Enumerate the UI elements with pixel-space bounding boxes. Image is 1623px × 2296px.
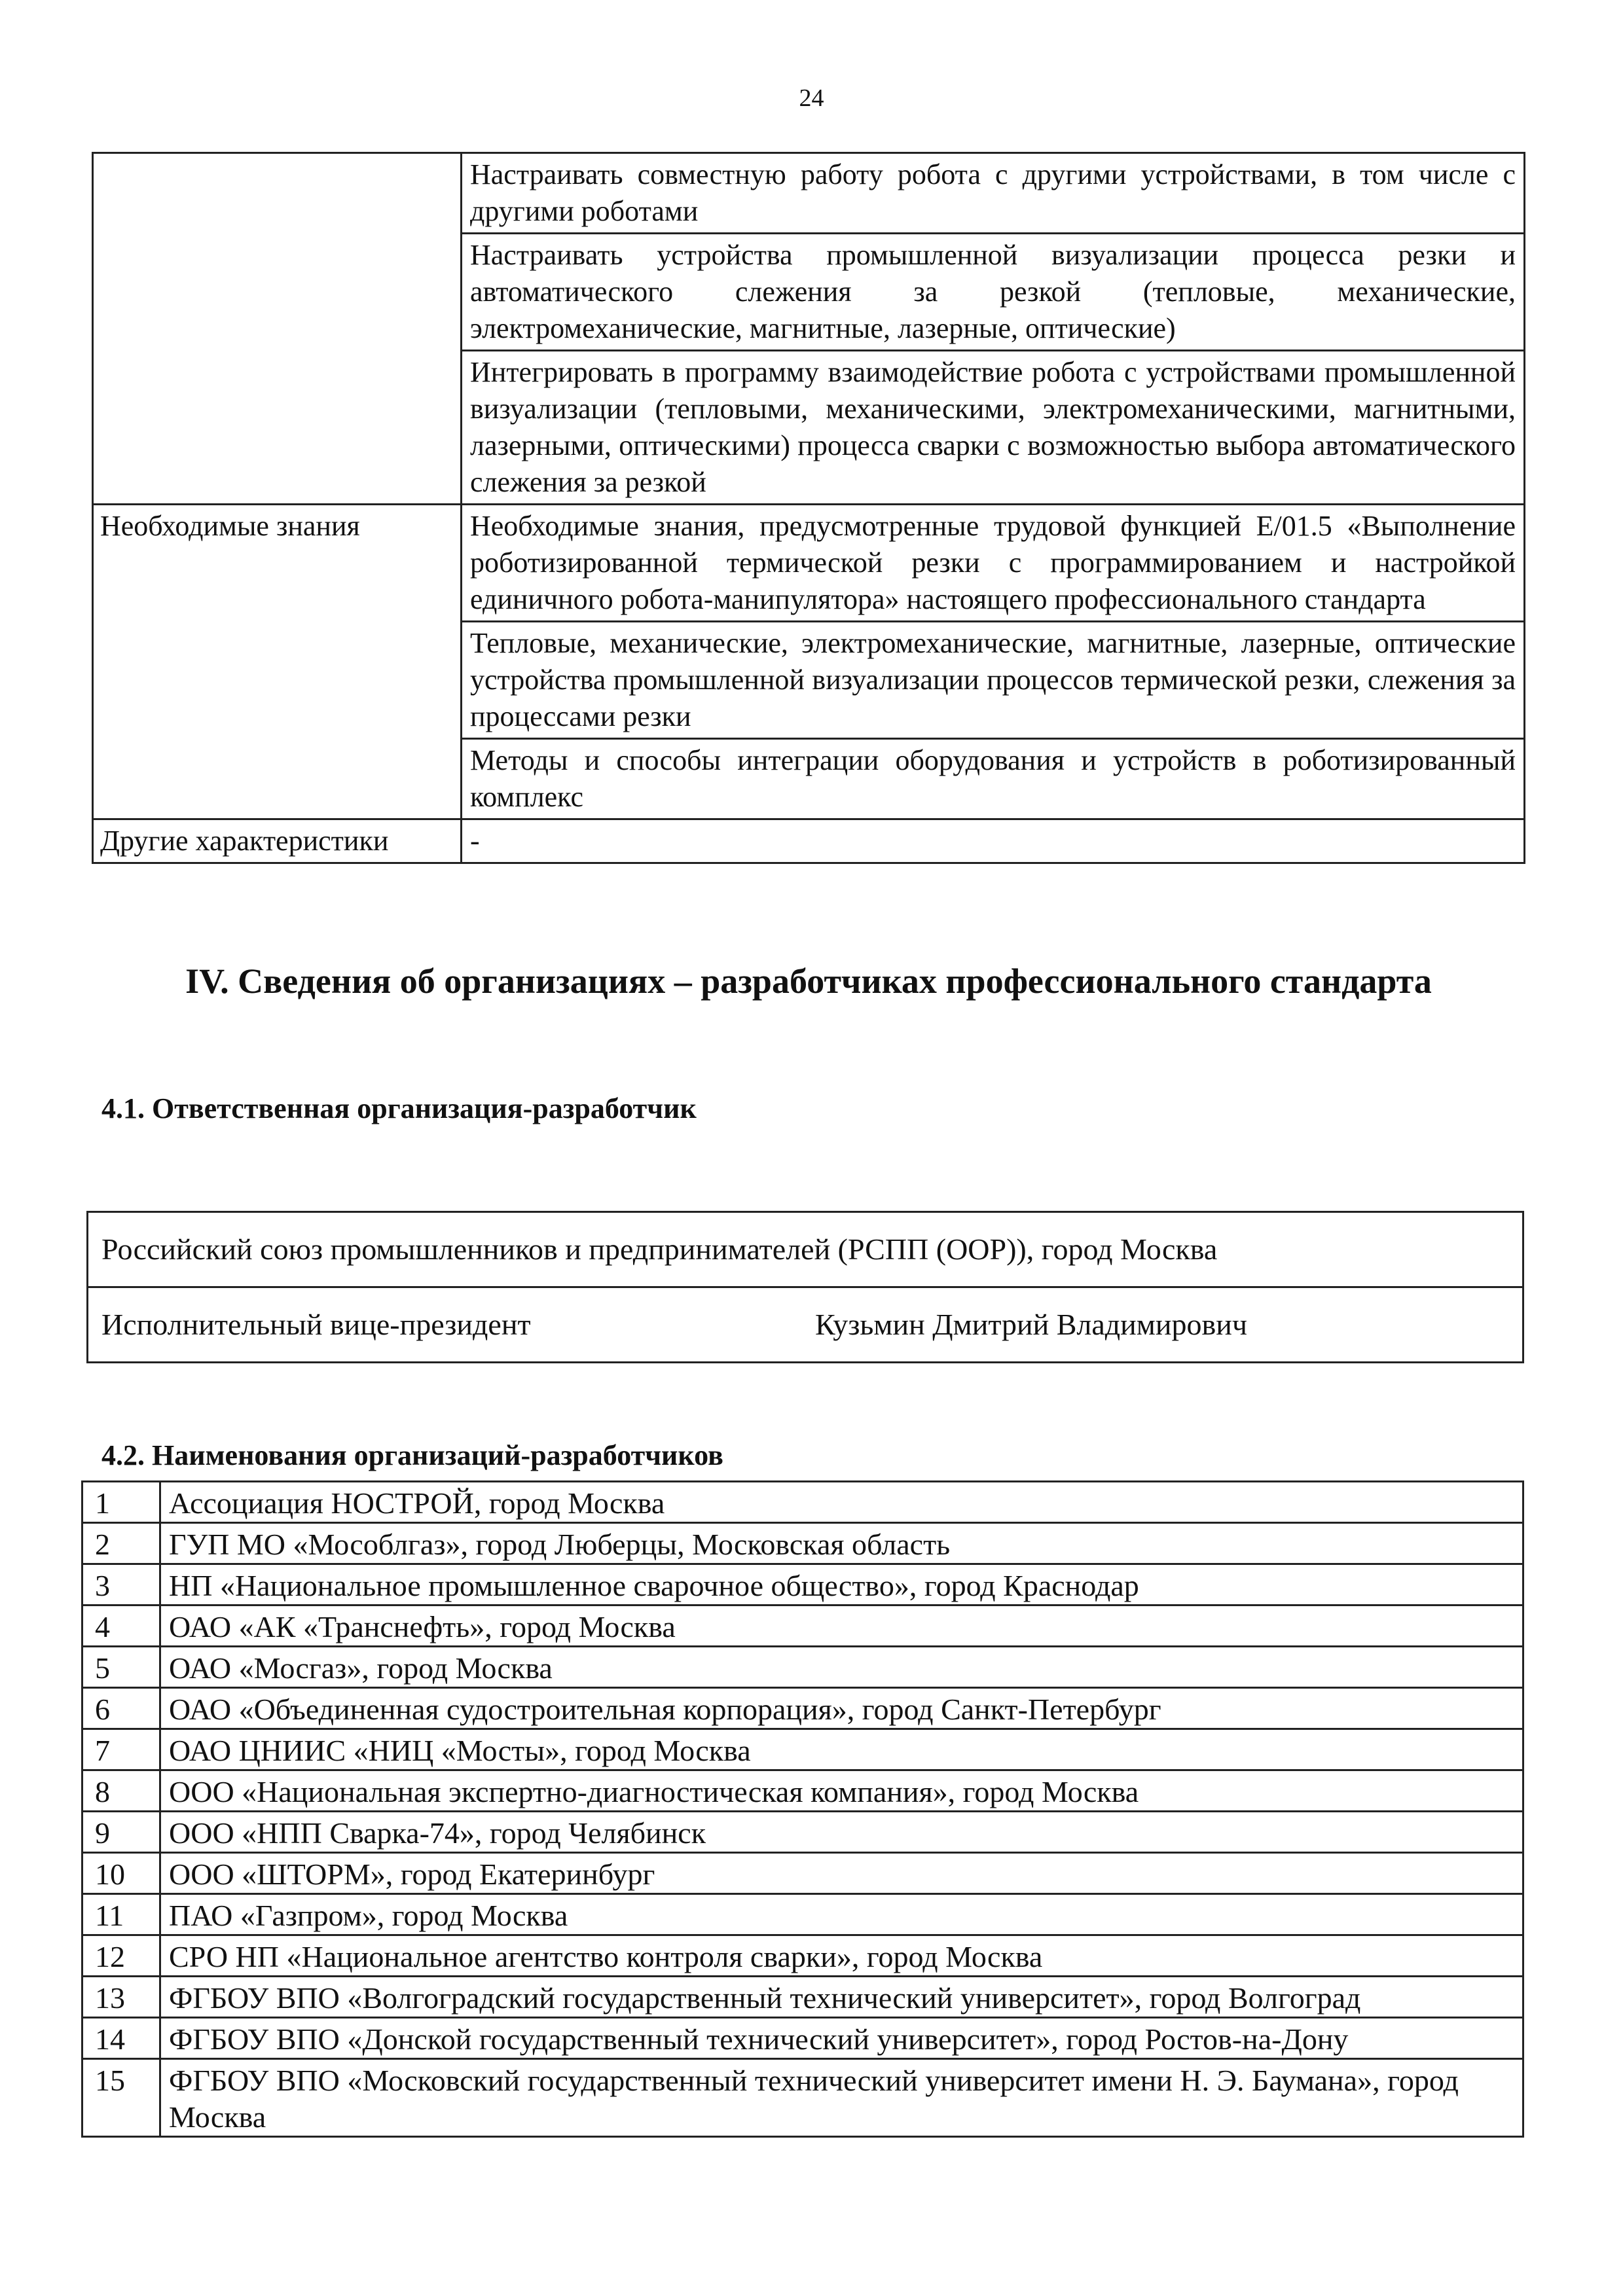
table-row	[82, 2059, 1523, 2137]
table-cell: Настраивать совместную работу робота с другими устройствами, в том числе с другими роботами	[462, 153, 1525, 234]
table-row	[82, 1729, 1523, 1770]
developers-heading: 4.2. Наименования организаций-разработчиков	[101, 1439, 723, 1471]
table-row	[82, 1894, 1523, 1935]
table-row	[93, 819, 1525, 863]
organization-name: ООО «Национальная экспертно-диагностическая компания», город Москва	[160, 1770, 1523, 1812]
org-name: Российский союз промышленников и предпринимателей (РСПП (ООР)), город Москва	[88, 1212, 1523, 1287]
organization-name: ООО «НПП Сварка-74», город Челябинск	[160, 1812, 1523, 1853]
organization-name: ФГБОУ ВПО «Донской государственный технический университет», город Ростов-на-Дону	[160, 2018, 1523, 2059]
table-row	[88, 1212, 1523, 1287]
row-number: 6	[82, 1688, 160, 1729]
row-number: 12	[82, 1935, 160, 1977]
page-number: 24	[799, 84, 824, 112]
section-title: IV. Сведения об организациях – разработчиках профессионального стандарта	[185, 961, 1432, 1001]
row-number: 1	[82, 1482, 160, 1523]
row-number: 4	[82, 1605, 160, 1647]
row-number: 15	[82, 2059, 160, 2137]
row-number: 5	[82, 1647, 160, 1688]
table-row	[82, 1812, 1523, 1853]
table-row	[93, 153, 1525, 234]
organization-name: ГУП МО «Мособлгаз», город Люберцы, Московская область	[160, 1523, 1523, 1564]
table-row	[82, 1977, 1523, 2018]
signatory-name: Кузьмин Дмитрий Владимирович	[815, 1308, 1247, 1341]
responsible-org-table	[86, 1211, 1524, 1363]
row-number: 8	[82, 1770, 160, 1812]
row-number: 2	[82, 1523, 160, 1564]
table-row	[82, 1647, 1523, 1688]
table-row	[82, 1770, 1523, 1812]
developers-table	[81, 1480, 1524, 2138]
responsible-heading: 4.1. Ответственная организация-разработчик	[101, 1092, 697, 1124]
organization-name: ФГБОУ ВПО «Московский государственный технический университет имени Н. Э. Баумана», город Москва	[160, 2059, 1523, 2137]
table-row	[82, 2018, 1523, 2059]
row-number: 7	[82, 1729, 160, 1770]
table-row	[82, 1935, 1523, 1977]
row-number: 13	[82, 1977, 160, 2018]
organization-name: ОАО ЦНИИС «НИЦ «Мосты», город Москва	[160, 1729, 1523, 1770]
table-row	[82, 1523, 1523, 1564]
signatory-cell	[88, 1287, 1523, 1363]
table-cell: Методы и способы интеграции оборудования и устройств в роботизированный комплекс	[462, 739, 1525, 819]
table-row	[82, 1688, 1523, 1729]
table-row	[82, 1564, 1523, 1605]
row-label	[93, 153, 462, 505]
signatory-role: Исполнительный вице-президент	[101, 1308, 531, 1341]
organization-name: ПАО «Газпром», город Москва	[160, 1894, 1523, 1935]
organization-name: СРО НП «Национальное агентство контроля сварки», город Москва	[160, 1935, 1523, 1977]
organization-name: НП «Национальное промышленное сварочное общество», город Краснодар	[160, 1564, 1523, 1605]
organization-name: ОАО «Объединенная судостроительная корпорация», город Санкт-Петербург	[160, 1688, 1523, 1729]
row-number: 10	[82, 1853, 160, 1894]
table-cell: -	[462, 819, 1525, 863]
organization-name: ОАО «АК «Транснефть», город Москва	[160, 1605, 1523, 1647]
row-number: 14	[82, 2018, 160, 2059]
row-number: 9	[82, 1812, 160, 1853]
table-cell: Необходимые знания, предусмотренные трудовой функцией E/01.5 «Выполнение роботизированной термической резки с программированием и настройкой единичного робота-манипулятора» настоящего профессионального стандарта	[462, 505, 1525, 622]
organization-name: Ассоциация НОСТРОЙ, город Москва	[160, 1482, 1523, 1523]
table-row	[82, 1482, 1523, 1523]
table-cell: Настраивать устройства промышленной визуализации процесса резки и автоматического слежения за резкой (тепловые, механические, электромеханические, магнитные, лазерные, оптические)	[462, 234, 1525, 351]
organization-name: ФГБОУ ВПО «Волгоградский государственный технический университет», город Волгоград	[160, 1977, 1523, 2018]
table-row	[93, 505, 1525, 622]
row-number: 3	[82, 1564, 160, 1605]
table-cell: Интегрировать в программу взаимодействие робота с устройствами промышленной визуализации (тепловыми, механическими, электромеханическими, магнитными, лазерными, оптическими) процесса сварки с возможностью выбора автоматического слежения за резкой	[462, 351, 1525, 505]
table-cell: Тепловые, механические, электромеханические, магнитные, лазерные, оптические устройства промышленной визуализации процессов термической резки, слежения за процессами резки	[462, 622, 1525, 739]
row-label: Другие характеристики	[93, 819, 462, 863]
organization-name: ООО «ШТОРМ», город Екатеринбург	[160, 1853, 1523, 1894]
table-row	[82, 1853, 1523, 1894]
skills-table	[92, 152, 1525, 864]
row-number: 11	[82, 1894, 160, 1935]
row-label: Необходимые знания	[93, 505, 462, 819]
table-row	[82, 1605, 1523, 1647]
organization-name: ОАО «Мосгаз», город Москва	[160, 1647, 1523, 1688]
table-row	[88, 1287, 1523, 1363]
